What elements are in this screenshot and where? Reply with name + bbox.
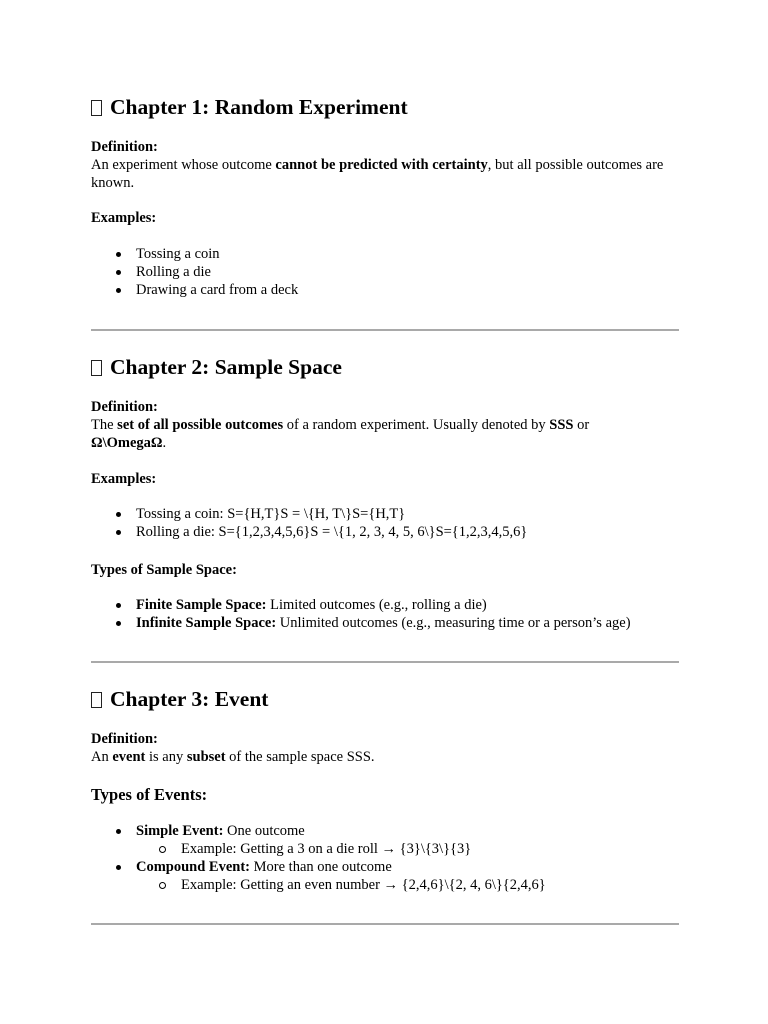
chapter-2-types	[91, 561, 679, 632]
chapter-2-examples	[91, 470, 679, 541]
text-run-bold: event	[112, 749, 146, 765]
list-subitem: Example: Getting a 3 on a die roll → {3}\{3\}{3}	[91, 840, 679, 858]
types-heading: Types of Events:	[91, 785, 208, 804]
list-subitem: Example: Getting an even number → {2,4,6}\{2, 4, 6\}{2,4,6}	[91, 876, 679, 894]
types-label: Types of Sample Space:	[91, 562, 237, 578]
examples-list	[91, 245, 679, 299]
term: Compound Event:	[136, 859, 251, 875]
chapter-1-heading	[91, 94, 679, 120]
list-item	[91, 858, 679, 876]
section-divider	[91, 923, 679, 925]
text-run-bold: subset	[186, 749, 226, 765]
chapter-2-title: Chapter 2: Sample Space	[110, 355, 342, 379]
term-description: Unlimited outcomes (e.g., measuring time or a person’s age)	[276, 615, 631, 631]
chapter-2-definition	[91, 398, 679, 452]
text-run-bold: Ω\OmegaΩ	[91, 435, 163, 451]
text-run: of a random experiment. Usually denoted by	[283, 417, 550, 433]
list-item: Rolling a die: S={1,2,3,4,5,6}S = \{1, 2, 3, 4, 5, 6\}S={1,2,3,4,5,6}	[91, 523, 679, 541]
list-item: Drawing a card from a deck	[91, 281, 679, 299]
list-item: Tossing a coin	[91, 245, 679, 263]
examples-list	[91, 505, 679, 541]
term-description: One outcome	[223, 823, 305, 839]
definition-label: Definition:	[91, 399, 158, 415]
text-run-bold: cannot be predicted with certainty	[275, 157, 488, 173]
text-run: An	[91, 749, 113, 765]
term: Infinite Sample Space:	[136, 615, 277, 631]
chapter-1-examples	[91, 209, 679, 299]
text-run: , but all possible outcomes are known.	[91, 157, 664, 191]
term: Simple Event:	[136, 823, 224, 839]
definition-label: Definition:	[91, 139, 158, 155]
chapter-3-title: Chapter 3: Event	[110, 687, 269, 711]
text-run: .	[162, 435, 167, 451]
text-run: An experiment whose outcome	[91, 157, 276, 173]
missing-glyph-icon	[91, 100, 102, 116]
text-run: of the sample space SSS.	[225, 749, 375, 765]
list-item	[91, 596, 679, 614]
chapter-3-heading	[91, 686, 679, 712]
chapter-2-heading	[91, 354, 679, 380]
chapter-3-types	[91, 785, 679, 894]
list-item: Tossing a coin: S={H,T}S = \{H, T\}S={H,T}	[91, 505, 679, 523]
missing-glyph-icon	[91, 692, 102, 708]
list-item	[91, 614, 679, 632]
text-run-bold: set of all possible outcomes	[117, 417, 284, 433]
list-item	[91, 822, 679, 840]
chapter-3-definition	[91, 730, 679, 766]
missing-glyph-icon	[91, 360, 102, 376]
text-run: The	[91, 417, 118, 433]
term: Finite Sample Space:	[136, 597, 267, 613]
chapter-1-title: Chapter 1: Random Experiment	[110, 95, 408, 119]
section-divider	[91, 661, 679, 663]
types-list	[91, 596, 679, 632]
definition-text	[91, 416, 679, 452]
definition-text	[91, 748, 679, 766]
chapter-1-definition	[91, 138, 679, 192]
term-description: Limited outcomes (e.g., rolling a die)	[266, 597, 487, 613]
list-item: Rolling a die	[91, 263, 679, 281]
text-run-bold: SSS	[549, 417, 574, 433]
examples-label: Examples:	[91, 210, 157, 226]
text-run: is any	[145, 749, 187, 765]
types-list	[91, 822, 679, 894]
term-description: More than one outcome	[250, 859, 392, 875]
examples-label: Examples:	[91, 471, 157, 487]
definition-label: Definition:	[91, 731, 158, 747]
text-run: or	[573, 417, 590, 433]
section-divider	[91, 329, 679, 331]
definition-text	[91, 156, 679, 192]
